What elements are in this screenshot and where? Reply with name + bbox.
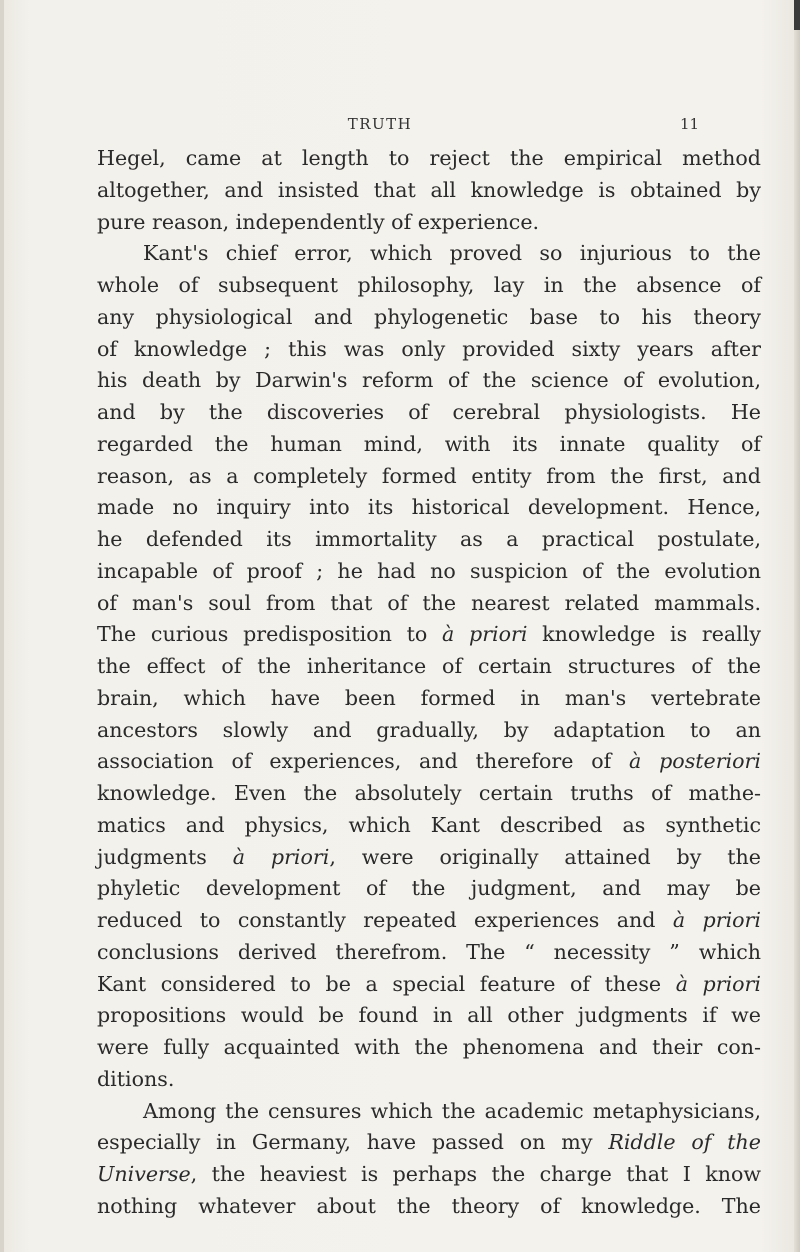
text-line bbox=[97, 492, 761, 524]
text-line bbox=[97, 1191, 761, 1223]
text-segment: ditions. bbox=[97, 1066, 175, 1091]
text-line bbox=[97, 937, 761, 969]
text-line bbox=[97, 746, 761, 778]
text-line bbox=[97, 270, 761, 302]
text-segment: of knowledge ; this was only provided sixty years after bbox=[97, 336, 761, 361]
text-segment: and by the discoveries of cerebral physiologists. He bbox=[97, 400, 761, 424]
page-corner-mark bbox=[794, 0, 800, 30]
text-line bbox=[97, 365, 761, 397]
text-line bbox=[97, 588, 761, 620]
text-line bbox=[97, 778, 761, 810]
text-line bbox=[97, 397, 761, 429]
text-segment: pure reason, independently of experience. bbox=[97, 209, 540, 234]
text-line bbox=[97, 143, 761, 175]
text-segment: judgments bbox=[97, 844, 233, 869]
page-number: 11 bbox=[680, 115, 700, 133]
text-line bbox=[97, 207, 761, 239]
text-segment: association of experiences, and therefore of bbox=[97, 749, 630, 774]
text-segment: were fully acquainted with the phenomena and their con- bbox=[97, 1035, 761, 1059]
text-segment: knowledge. Even the absolutely certain truths of mathe- bbox=[97, 781, 761, 805]
text-segment: incapable of proof ; he had no suspicion of the evolution bbox=[97, 558, 761, 583]
text-segment: , the heaviest is perhaps the charge that I know bbox=[190, 1162, 761, 1186]
text-line bbox=[97, 683, 761, 715]
text-segment: The curious predisposition to bbox=[97, 622, 443, 647]
text-segment: , were originally attained by the bbox=[329, 844, 761, 869]
text-segment: Among the censures which the academic metaphysicians, bbox=[143, 1098, 761, 1123]
text-segment: reduced to constantly repeated experiences and bbox=[97, 908, 673, 932]
page-right-edge bbox=[794, 0, 800, 1252]
text-segment: nothing whatever about the theory of knowledge. The bbox=[97, 1193, 761, 1218]
text-segment: matics and physics, which Kant described as synthetic bbox=[97, 812, 761, 837]
italic-text: à priori bbox=[442, 622, 528, 647]
italic-text: à priori bbox=[675, 971, 761, 996]
text-segment: the effect of the inheritance of certain structures of the bbox=[97, 654, 761, 678]
text-segment: especially in Germany, have passed on my bbox=[97, 1130, 609, 1155]
text-segment: made no inquiry into its historical development. Hence, bbox=[97, 495, 761, 520]
text-segment: Hegel, came at length to reject the empirical method bbox=[97, 146, 761, 170]
text-segment: reason, as a completely formed entity from the first, and bbox=[97, 463, 761, 488]
text-segment: knowledge is really bbox=[527, 622, 761, 647]
text-line bbox=[97, 810, 761, 842]
text-segment: conclusions derived therefrom. The “ necessity ” which bbox=[97, 939, 761, 964]
text-segment: of man's soul from that of the nearest related mammals. bbox=[97, 590, 761, 615]
running-head-title: TRUTH bbox=[347, 115, 413, 133]
text-line bbox=[97, 1064, 761, 1096]
text-line bbox=[97, 238, 761, 270]
body-text bbox=[97, 143, 761, 1223]
page-left-edge bbox=[0, 0, 4, 1252]
text-line bbox=[97, 1032, 761, 1064]
text-segment: any physiological and phylogenetic base to his theory bbox=[97, 304, 761, 329]
text-segment: whole of subsequent philosophy, lay in the absence of bbox=[97, 273, 761, 297]
text-line bbox=[97, 1159, 761, 1191]
text-line bbox=[97, 429, 761, 461]
text-line bbox=[97, 175, 761, 207]
text-segment: brain, which have been formed in man's vertebrate bbox=[97, 685, 761, 710]
italic-text: Riddle of the bbox=[608, 1130, 761, 1155]
text-segment: phyletic development of the judgment, and may be bbox=[97, 876, 761, 901]
text-line bbox=[97, 302, 761, 334]
text-line bbox=[97, 619, 761, 651]
text-segment: he defended its immortality as a practical postulate, bbox=[97, 527, 761, 551]
text-line bbox=[97, 715, 761, 747]
text-line bbox=[97, 969, 761, 1001]
italic-text: Universe bbox=[97, 1162, 191, 1186]
text-segment: his death by Darwin's reform of the science of evolution, bbox=[97, 368, 761, 393]
text-segment: Kant considered to be a special feature of these bbox=[97, 971, 676, 996]
text-segment: propositions would be found in all other judgments if we bbox=[97, 1003, 761, 1028]
text-line bbox=[97, 556, 761, 588]
text-line bbox=[97, 1000, 761, 1032]
italic-text: à priori bbox=[232, 844, 330, 869]
text-line bbox=[97, 1127, 761, 1159]
text-line bbox=[97, 461, 761, 493]
text-line bbox=[97, 905, 761, 937]
text-line bbox=[97, 334, 761, 366]
text-line bbox=[97, 1096, 761, 1128]
text-line bbox=[97, 651, 761, 683]
text-segment: ancestors slowly and gradually, by adaptation to an bbox=[97, 717, 761, 742]
running-head bbox=[0, 115, 800, 137]
text-segment: altogether, and insisted that all knowledge is obtained by bbox=[97, 177, 761, 202]
text-line bbox=[97, 524, 761, 556]
text-line bbox=[97, 842, 761, 874]
text-line bbox=[97, 873, 761, 905]
text-segment: Kant's chief error, which proved so injurious to the bbox=[143, 241, 761, 266]
text-segment: regarded the human mind, with its innate quality of bbox=[97, 431, 761, 456]
italic-text: à priori bbox=[672, 908, 761, 932]
italic-text: à posteriori bbox=[629, 749, 761, 774]
